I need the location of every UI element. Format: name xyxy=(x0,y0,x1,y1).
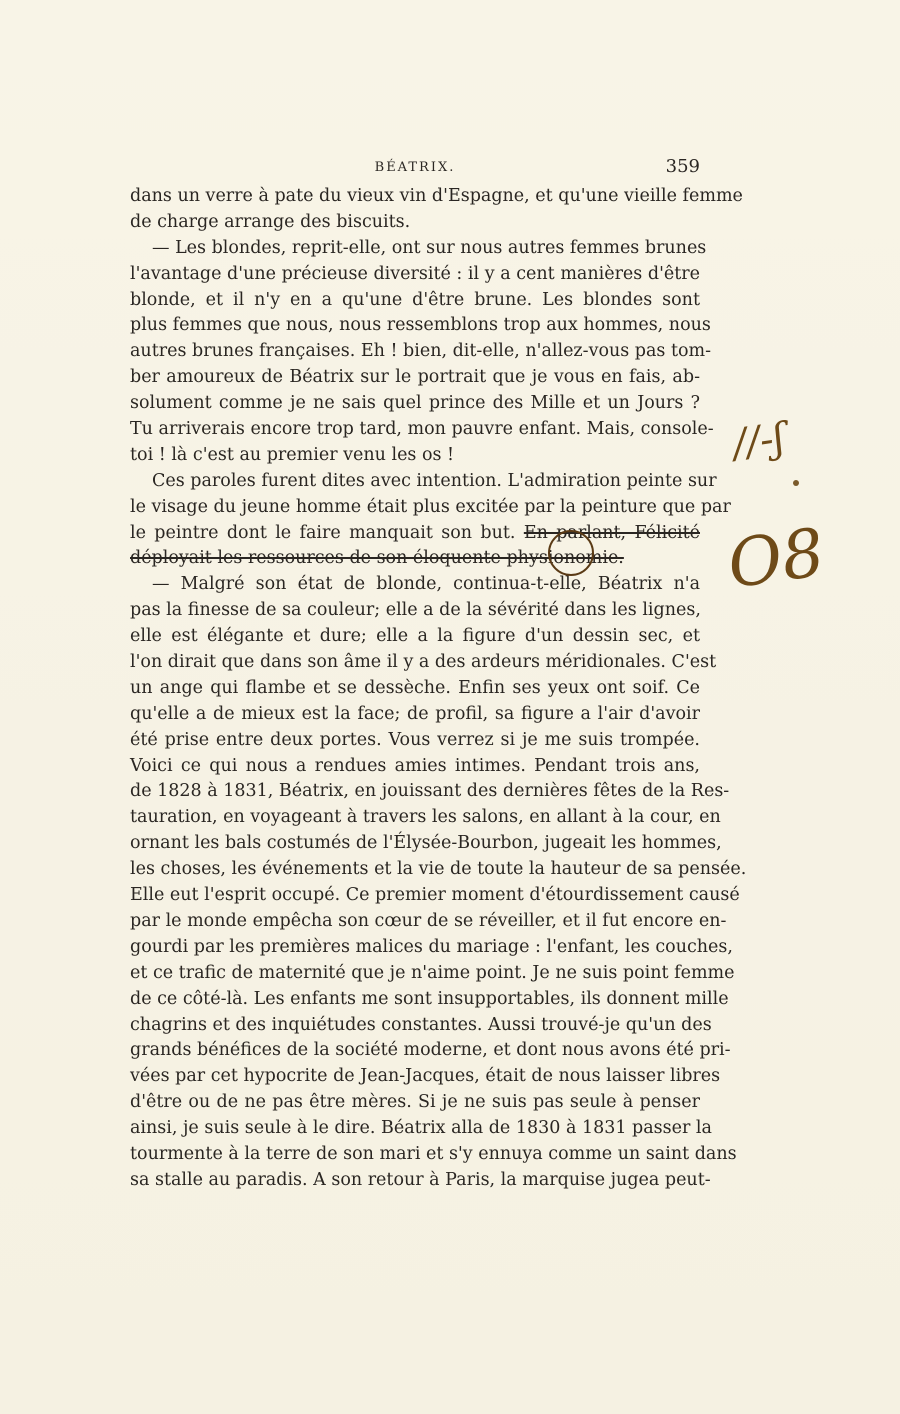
text-line: ainsi, je suis seule à le dire. Béatrix alla de 1830 à 1831 passer la xyxy=(130,1118,712,1139)
text-line: de 1828 à 1831, Béatrix, en jouissant des dernières fêtes de la Res- xyxy=(130,781,730,802)
running-title: BÉATRIX. xyxy=(374,160,456,175)
margin-dot xyxy=(793,480,799,486)
text-segment: le peintre dont le faire manquait son but. xyxy=(130,522,516,543)
text-line: blonde, et il n'y en a qu'une d'être brune. Les blondes sont xyxy=(130,289,700,310)
text-line: qu'elle a de mieux est la face; de profil, sa figure a l'air d'avoir xyxy=(130,703,700,724)
page-number: 359 xyxy=(665,156,700,177)
text-line: grands bénéfices de la société moderne, et dont nous avons été pri- xyxy=(130,1040,731,1061)
text-line: solument comme je ne sais quel prince des Mille et un Jours ? xyxy=(130,393,700,414)
text-line: l'avantage d'une précieuse diversité : il y a cent manières d'être xyxy=(130,263,700,284)
margin-note-b: O8 xyxy=(723,513,829,604)
body-text xyxy=(130,184,747,1194)
text-line: Elle eut l'esprit occupé. Ce premier moment d'étourdissement causé xyxy=(130,885,740,906)
text-line: — Malgré son état de blonde, continua-t-elle, Béatrix n'a xyxy=(152,574,700,595)
text-line: dans un verre à pate du vieux vin d'Espagne, et qu'une vieille femme xyxy=(130,186,743,206)
text-line: l'on dirait que dans son âme il y a des ardeurs méridionales. C'est xyxy=(130,652,717,673)
text-line: pas la finesse de sa couleur; elle a de la sévérité dans les lignes, xyxy=(130,600,701,621)
page-header xyxy=(130,156,700,182)
text-line: plus femmes que nous, nous ressemblons trop aux hommes, nous xyxy=(130,315,711,336)
text-line: gourdi par les premières malices du mariage : l'enfant, les couches, xyxy=(130,936,733,957)
text-line: chagrins et des inquiétudes constantes. Aussi trouvé-je qu'un des xyxy=(130,1014,712,1035)
text-line: — Les blondes, reprit-elle, ont sur nous autres femmes brunes xyxy=(152,237,707,258)
text-line: tauration, en voyageant à travers les salons, en allant à la cour, en xyxy=(130,807,721,828)
text-line: Tu arriverais encore trop tard, mon pauvre enfant. Mais, console- xyxy=(130,419,714,440)
text-line: elle est élégante et dure; elle a la figure d'un dessin sec, et xyxy=(130,626,700,647)
text-line: un ange qui flambe et se dessèche. Enfin ses yeux ont soif. Ce xyxy=(130,677,700,698)
text-line: autres brunes françaises. Eh ! bien, dit-elle, n'allez-vous pas tom- xyxy=(130,341,712,362)
text-line: toi ! là c'est au premier venu les os ! xyxy=(130,444,455,465)
text-line: sa stalle au paradis. A son retour à Paris, la marquise jugea peut- xyxy=(130,1169,711,1190)
struck-line: déployait les ressources de son éloquente physionomie. xyxy=(130,548,624,569)
struck-text: En parlant, Félicité xyxy=(523,522,700,543)
text-line: de charge arrange des biscuits. xyxy=(130,211,411,232)
text-line: Ces paroles furent dites avec intention. L'admiration peinte sur xyxy=(152,470,717,491)
text-line: tourmente à la terre de son mari et s'y ennuya comme un saint dans xyxy=(130,1143,737,1164)
text-line: les choses, les événements et la vie de toute la hauteur de sa pensée. xyxy=(130,859,747,880)
margin-note-a: //-ʃ xyxy=(730,414,788,468)
text-line: d'être ou de ne pas être mères. Si je ne suis pas seule à penser xyxy=(130,1092,700,1113)
text-line: et ce trafic de maternité que je n'aime point. Je ne suis point femme xyxy=(130,962,735,983)
text-line: vées par cet hypocrite de Jean-Jacques, était de nous laisser libres xyxy=(130,1066,721,1087)
text-line: le visage du jeune homme était plus excitée par la peinture que par xyxy=(130,496,731,517)
text-line: été prise entre deux portes. Vous verrez si je me suis trompée. xyxy=(130,729,700,750)
handwritten-circle-mark xyxy=(548,530,594,576)
text-line: Voici ce qui nous a rendues amies intimes. Pendant trois ans, xyxy=(130,755,700,776)
text-line: ber amoureux de Béatrix sur le portrait que je vous en fais, ab- xyxy=(130,367,700,388)
text-line xyxy=(130,521,700,547)
text-line: de ce côté-là. Les enfants me sont insupportables, ils donnent mille xyxy=(130,988,729,1009)
text-line: par le monde empêcha son cœur de se réveiller, et il fut encore en- xyxy=(130,910,727,931)
text-line: ornant les bals costumés de l'Élysée-Bourbon, jugeait les hommes, xyxy=(130,833,722,854)
